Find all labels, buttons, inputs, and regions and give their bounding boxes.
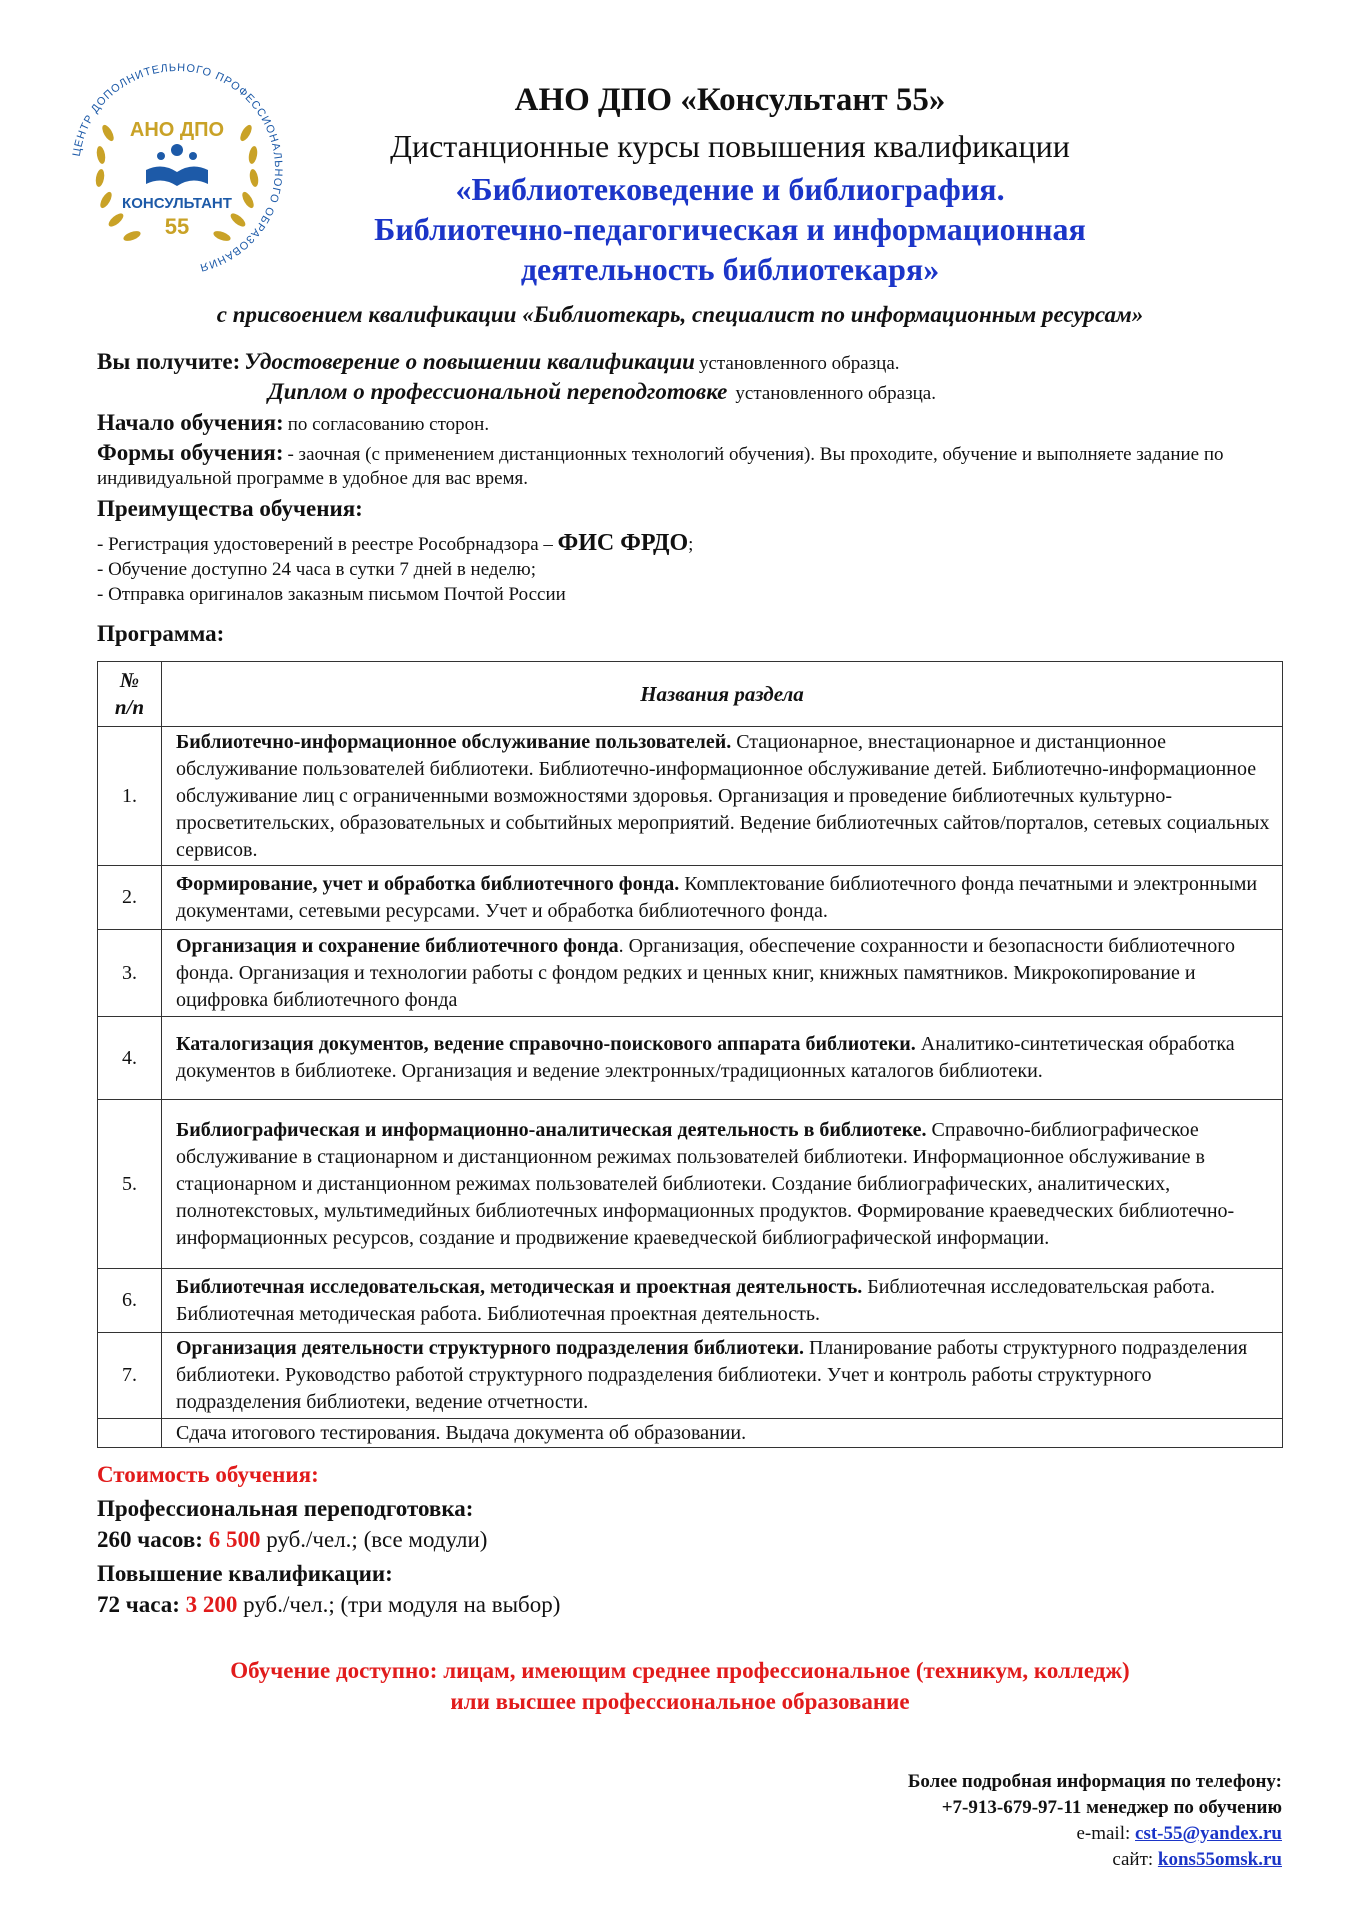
- logo-line2: КОНСУЛЬТАНТ: [122, 195, 232, 212]
- contacts-intro: Более подробная информация по телефону:: [907, 1771, 1282, 1792]
- forms-line: [97, 441, 1277, 491]
- book-icon: [146, 144, 208, 186]
- cost-label: Стоимость обучения:: [97, 1462, 319, 1487]
- row-num: 4.: [98, 1017, 162, 1100]
- table-row: [98, 1333, 1283, 1419]
- get-doc-2: Диплом о профессиональной переподготовке: [268, 379, 728, 404]
- upgrade-price: 3 200: [185, 1592, 238, 1617]
- subtitle: Дистанционные курсы повышения квалификации: [390, 128, 1070, 164]
- get-label: Вы получите:: [97, 349, 241, 374]
- row-content: Организация и сохранение библиотечного фонда. Организация, обеспечение сохранности и безопасности библиотечного фонда. Организация и технологии работы с фондом редких и ценных книг, книжных памятников. Микрокопирование и оцифровка библиотечного фонда: [162, 930, 1283, 1017]
- email-label: e-mail:: [1076, 1823, 1131, 1844]
- get-line-1: [97, 349, 900, 375]
- get-suffix-2: установленного образца.: [735, 383, 936, 404]
- logo-line3: 55: [164, 214, 190, 239]
- retraining-label: Профессиональная переподготовка:: [97, 1496, 474, 1521]
- org-title: АНО ДПО «Консультант 55»: [514, 82, 946, 118]
- logo-line1: АНО ДПО: [129, 119, 225, 141]
- row-content: Библиотечно-информационное обслуживание пользователей. Стационарное, внестационарное и дистанционное обслуживание пользователей библиотеки. Библиотечно-информационное обслуживание детей. Библиотечно-информационное обслуживание лиц с ограниченными возможностями здоровья. Организация и проведение библиотечных культурно-просветительских, образовательных и событийных мероприятий. Ведение библиотечных сайтов/порталов, сетевых социальных сервисов.: [162, 727, 1283, 866]
- retraining-price: 6 500: [208, 1527, 261, 1552]
- table-header-row: [98, 662, 1283, 727]
- svg-text:ЦЕНТР ДОПОЛНИТЕЛЬНОГО ПРОФЕССИ: ЦЕНТР ДОПОЛНИТЕЛЬНОГО ПРОФЕССИОНАЛЬНОГО ОБРАЗОВАНИЯ: [70, 61, 285, 274]
- row-num: 3.: [98, 930, 162, 1017]
- row-content: Сдача итогового тестирования. Выдача документа об образовании.: [162, 1419, 1283, 1448]
- row-num: 7.: [98, 1333, 162, 1419]
- row-content: Библиографическая и информационно-аналитическая деятельность в библиотеке. Справочно-библиографическое обслуживание в стационарном и дистанционном режимах пользователей библиотеки. Информационное обслуживание в стационарном и дистанционном режимах пользователей библиотеки. Создание библиографических, аналитических, полнотекстовых, мультимедийных библиотечных информационных продуктов. Формирование краеведческих библиотечно-информационных ресурсов, создание и продвижение краеведческой библиографической информации.: [162, 1100, 1283, 1269]
- availability-line-1: Обучение доступно: лицам, имеющим среднее профессиональное (техникум, колледж): [230, 1658, 1130, 1683]
- row-num: 5.: [98, 1100, 162, 1269]
- table-row: [98, 1269, 1283, 1333]
- course-title-line-2: Библиотечно-педагогическая и информационная: [374, 211, 1086, 247]
- advantage-item: - Отправка оригиналов заказным письмом Почтой России: [97, 584, 566, 605]
- fis-frdo: ФИС ФРДО: [557, 530, 689, 556]
- get-doc-1: Удостоверение о повышении квалификации: [244, 349, 695, 374]
- row-content: Библиотечная исследовательская, методическая и проектная деятельность. Библиотечная исследовательская работа. Библиотечная методическая работа. Библиотечная проектная деятельность.: [162, 1269, 1283, 1333]
- row-num: 1.: [98, 727, 162, 866]
- logo: [58, 50, 296, 288]
- upgrade-tail: руб./чел.; (три модуля на выбор): [243, 1592, 561, 1617]
- forms-label: Формы обучения:: [97, 440, 284, 465]
- contacts-site-line: [1112, 1849, 1282, 1871]
- qualification-upgrade-label: Повышение квалификации:: [97, 1561, 393, 1586]
- retraining-price-line: [97, 1527, 487, 1553]
- row-num: [98, 1419, 162, 1448]
- col-num-header: № п/п: [98, 662, 162, 727]
- retraining-tail: руб./чел.; (все модули): [266, 1527, 488, 1552]
- availability-line-2: или высшее профессиональное образование: [450, 1689, 910, 1714]
- advantage-item: - Регистрация удостоверений в реестре Рособрнадзора – ФИС ФРДО;: [97, 530, 694, 556]
- row-num: 6.: [98, 1269, 162, 1333]
- program-table: [97, 661, 1283, 1448]
- row-content: Организация деятельности структурного подразделения библиотеки. Планирование работы структурного подразделения библиотеки. Руководство работой структурного подразделения библиотеки. Учет и контроль работы структурного подразделения библиотеки, ведение отчетности.: [162, 1333, 1283, 1419]
- qualification-upgrade-price-line: [97, 1592, 560, 1618]
- advantages-label: Преимущества обучения:: [97, 496, 363, 521]
- table-row: [98, 866, 1283, 930]
- start-label: Начало обучения:: [97, 410, 284, 435]
- advantage-item: - Обучение доступно 24 часа в сутки 7 дней в неделю;: [97, 559, 536, 580]
- row-num: 2.: [98, 866, 162, 930]
- email-link[interactable]: cst-55@yandex.ru: [1135, 1823, 1282, 1844]
- row-content: Формирование, учет и обработка библиотечного фонда. Комплектование библиотечного фонда печатными и электронными документами, сетевыми ресурсами. Учет и обработка библиотечного фонда.: [162, 866, 1283, 930]
- row-content: Каталогизация документов, ведение справочно-поискового аппарата библиотеки. Аналитико-синтетическая обработка документов в библиотеке. Организация и ведение электронных/традиционных каталогов библиотеки.: [162, 1017, 1283, 1100]
- site-label: сайт:: [1112, 1849, 1154, 1870]
- col-name-header: Названия раздела: [162, 662, 1283, 727]
- qualification-line: с присвоением квалификации «Библиотекарь, специалист по информационным ресурсам»: [216, 302, 1144, 327]
- table-row: [98, 930, 1283, 1017]
- table-row: [98, 727, 1283, 866]
- course-title-line-1: «Библиотековедение и библиография.: [455, 171, 1005, 207]
- upgrade-hours: 72 часа:: [97, 1592, 180, 1617]
- retraining-hours: 260 часов:: [97, 1527, 203, 1552]
- table-row: [98, 1017, 1283, 1100]
- get-suffix-1: установленного образца.: [698, 353, 900, 374]
- start-value: по согласованию сторон.: [287, 414, 490, 435]
- table-row: [98, 1100, 1283, 1269]
- table-row: [98, 1419, 1283, 1448]
- logo-emblem: [58, 50, 296, 288]
- program-label: Программа:: [97, 621, 225, 646]
- site-link[interactable]: kons55omsk.ru: [1157, 1849, 1282, 1870]
- get-line-2: [268, 379, 936, 405]
- contacts-email-line: [1076, 1823, 1282, 1845]
- forms-value: - заочная (с применением дистанционных технологий обучения). Вы проходите, обучение и выполняете задание по индивидуальной программе в удобное для вас время.: [97, 444, 1224, 489]
- course-title-line-3: деятельность библиотекаря»: [520, 251, 940, 287]
- contacts-phone[interactable]: +7-913-679-97-11 менеджер по обучению: [941, 1797, 1282, 1818]
- start-line: [97, 410, 489, 436]
